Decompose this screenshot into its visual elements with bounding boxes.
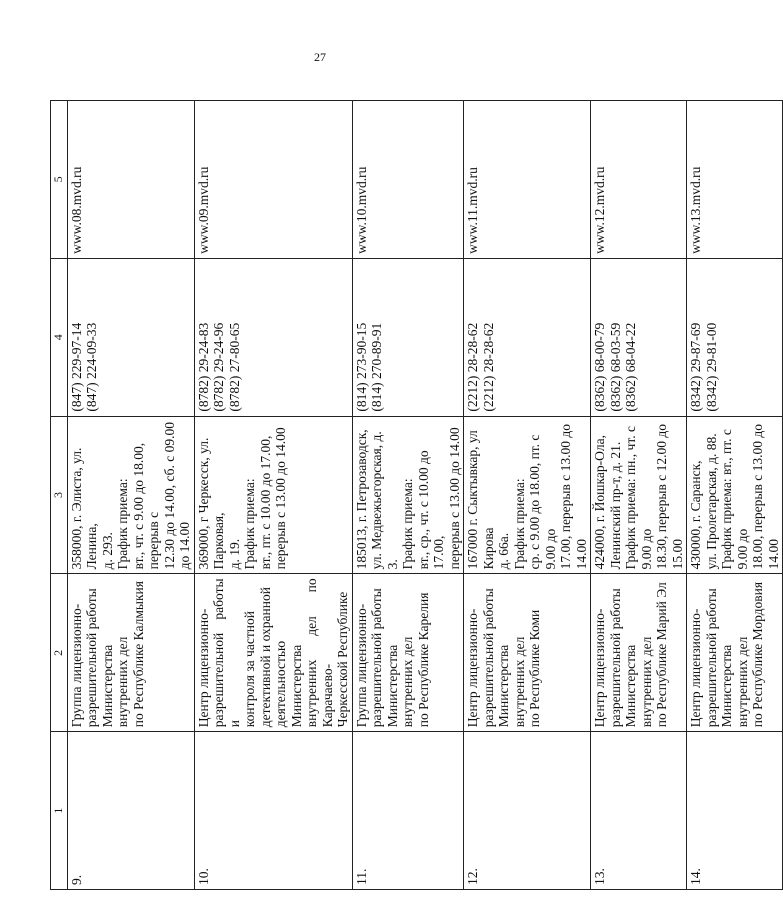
- office-phones: [352, 258, 464, 416]
- office-address-line: График приема:: [400, 478, 415, 570]
- office-address-line: График приема:: [511, 478, 527, 570]
- header-col-5: 5: [51, 101, 68, 259]
- office-phones-line: (814) 273-90-15: [353, 322, 369, 412]
- office-address-line: вт., ср., чт. с 10.00 до 17.00,: [415, 450, 446, 570]
- table-row: [67, 101, 194, 890]
- office-address-line: 185013, г. Петрозаводск,: [353, 429, 369, 570]
- office-address-line: д. 293.: [99, 532, 115, 570]
- office-address-line: Ленинский пр-т, д. 21.: [607, 441, 623, 570]
- office-name-line: по Республике Коми: [527, 609, 542, 728]
- office-name-line: деятельностью Министерства: [273, 640, 304, 728]
- office-name: [687, 574, 783, 732]
- office-address-line: График приема: вт., пт. с 9.00 до: [719, 429, 750, 570]
- office-address: [687, 416, 783, 574]
- office-phones: [687, 258, 783, 416]
- page-number: 27: [314, 50, 326, 64]
- table-row: [194, 101, 352, 890]
- office-address-line: График приема:: [115, 478, 130, 570]
- office-phones-line: (8342) 29-87-69: [688, 322, 703, 412]
- office-phones-line: (8782) 29-24-83: [195, 322, 211, 412]
- office-address-line: ул. Пролетарская, д. 88.: [703, 433, 719, 570]
- office-address-line: 18.30, перерыв с 12.00 до 15.00: [654, 424, 685, 570]
- office-name-line: Группа лицензионно-: [353, 603, 369, 728]
- office-address: [464, 416, 591, 574]
- office-name: [352, 574, 464, 732]
- office-name: [67, 574, 194, 732]
- office-phones: [464, 258, 591, 416]
- row-number: 13.: [591, 732, 687, 890]
- office-phones-line: (847) 224-09-33: [84, 322, 99, 412]
- office-name-line: Министерства внутренних дел: [719, 636, 750, 728]
- office-address-line: вт., чт. с 9.00 до 18.00, перерыв с: [130, 442, 161, 570]
- office-name-line: Группа лицензионно-: [68, 603, 84, 728]
- row-number: 14.: [687, 732, 783, 890]
- office-address-line: График приема: пн., чт. с 9.00 до: [623, 426, 654, 570]
- office-address-line: д. 19.: [226, 538, 242, 570]
- header-col-2: 2: [51, 574, 68, 732]
- office-phones-line: (2212) 28-28-62: [480, 322, 496, 412]
- office-website-link[interactable]: www.10.mvd.ru: [352, 101, 464, 259]
- office-website-link[interactable]: www.11.mvd.ru: [464, 101, 591, 259]
- office-phones-line: (814) 270-89-91: [369, 322, 384, 412]
- office-name-line: по Республике Карелия: [415, 592, 431, 728]
- row-number: 12.: [464, 732, 591, 890]
- office-name-line: детективной и охранной: [257, 587, 273, 728]
- office-name-line: по Республике Марий Эл: [654, 582, 669, 728]
- table-header-row: [51, 101, 68, 890]
- table-row: [352, 101, 464, 890]
- office-name-line: по Республике Калмыкия: [130, 581, 146, 728]
- office-name-line: Центр лицензионно-: [195, 608, 211, 728]
- office-address-line: перерыв с 13.00 до 14.00: [273, 427, 288, 570]
- office-address-line: График приема:: [242, 478, 257, 570]
- office-website-link[interactable]: www.13.mvd.ru: [687, 101, 783, 259]
- office-name-line: Министерства внутренних дел: [623, 636, 654, 728]
- office-phones-line: (8362) 68-03-59: [607, 322, 623, 412]
- office-address-line: 369000, г Черкесск, ул. Парковая,: [195, 437, 226, 570]
- office-phones-line: (8362) 68-04-22: [623, 322, 638, 412]
- office-phones-line: (8342) 29-81-00: [703, 322, 719, 412]
- office-address-line: 17.00, перерыв с 13.00 до 14.00: [558, 424, 589, 570]
- office-website-link[interactable]: www.08.mvd.ru: [67, 101, 194, 259]
- office-name-line: разрешительной работы: [607, 588, 623, 728]
- office-address: [591, 416, 687, 574]
- header-col-4: 4: [51, 258, 68, 416]
- office-phones-line: (8362) 68-00-79: [592, 322, 607, 412]
- office-website-link[interactable]: www.12.mvd.ru: [591, 101, 687, 259]
- office-phones: [591, 258, 687, 416]
- office-address-line: ул. Медвежьегорская, д. 3.: [369, 431, 400, 570]
- office-name-line: разрешительной работы: [369, 588, 384, 728]
- row-number: 11.: [352, 732, 464, 890]
- office-name-line: внутренних дел по Карачаево-: [304, 578, 335, 728]
- office-website-link[interactable]: www.09.mvd.ru: [194, 101, 352, 259]
- office-name-line: разрешительной работы и: [211, 578, 242, 728]
- office-address-line: ср. с 9.00 до 18.00, пт. с 9.00 до: [527, 434, 558, 570]
- office-name-line: Центр лицензионно-: [688, 608, 703, 728]
- office-address-line: 12.30 до 14.00, сб. с 09.00 до 14.00: [161, 422, 192, 570]
- office-phones: [67, 258, 194, 416]
- office-address-line: 358000, г. Элиста, ул. Ленина,: [68, 447, 99, 570]
- office-address-line: вт., пт. с 10.00 до 17.00,: [257, 435, 273, 570]
- table-row: [464, 101, 591, 890]
- table-row: [687, 101, 783, 890]
- office-phones-line: (2212) 28-28-62: [465, 322, 480, 412]
- office-phones-line: (8782) 29-24-96: [211, 322, 226, 412]
- office-name-line: контроля за частной: [242, 611, 257, 728]
- office-address: [67, 416, 194, 574]
- office-name-line: Центр лицензионно-: [465, 608, 480, 728]
- office-name-line: разрешительной работы: [480, 588, 496, 728]
- office-name-line: по Республике Мордовия: [750, 581, 765, 728]
- header-col-1: 1: [51, 732, 68, 890]
- office-name-line: Министерства внутренних дел: [99, 636, 130, 728]
- office-address: [194, 416, 352, 574]
- office-name-line: Министерства внутренних дел: [496, 636, 527, 728]
- table-wrapper: [50, 100, 781, 890]
- office-address-line: 430000, г. Саранск,: [688, 460, 703, 570]
- office-name: [591, 574, 687, 732]
- office-phones-line: (847) 229-97-14: [68, 322, 84, 412]
- office-address: [352, 416, 464, 574]
- office-name-line: Министерства внутренних дел: [384, 636, 415, 728]
- header-col-3: 3: [51, 416, 68, 574]
- row-number: 9.: [67, 732, 194, 890]
- licensing-offices-table: [50, 100, 783, 890]
- row-number: 10.: [194, 732, 352, 890]
- office-address-line: перерыв с 13.00 до 14.00: [446, 427, 462, 570]
- office-name: [194, 574, 352, 732]
- office-address-line: 18.00, перерыв с 13.00 до 14.00: [750, 424, 781, 570]
- office-address-line: 167000 г. Сыктывкар, ул Кирова: [465, 430, 496, 570]
- table-body: [67, 101, 783, 890]
- office-phones-line: (8782) 27-80-65: [226, 322, 242, 412]
- office-name-line: Центр лицензионно-: [592, 608, 607, 728]
- office-name: [464, 574, 591, 732]
- table-row: [591, 101, 687, 890]
- office-name-line: Черкесской Республике: [335, 591, 350, 728]
- office-name-line: разрешительной работы: [703, 588, 719, 728]
- office-name-line: разрешительной работы: [84, 588, 99, 728]
- office-address-line: 424000, г. Йошкар-Ола,: [592, 435, 607, 570]
- office-phones: [194, 258, 352, 416]
- office-address-line: д. 66а.: [496, 532, 511, 570]
